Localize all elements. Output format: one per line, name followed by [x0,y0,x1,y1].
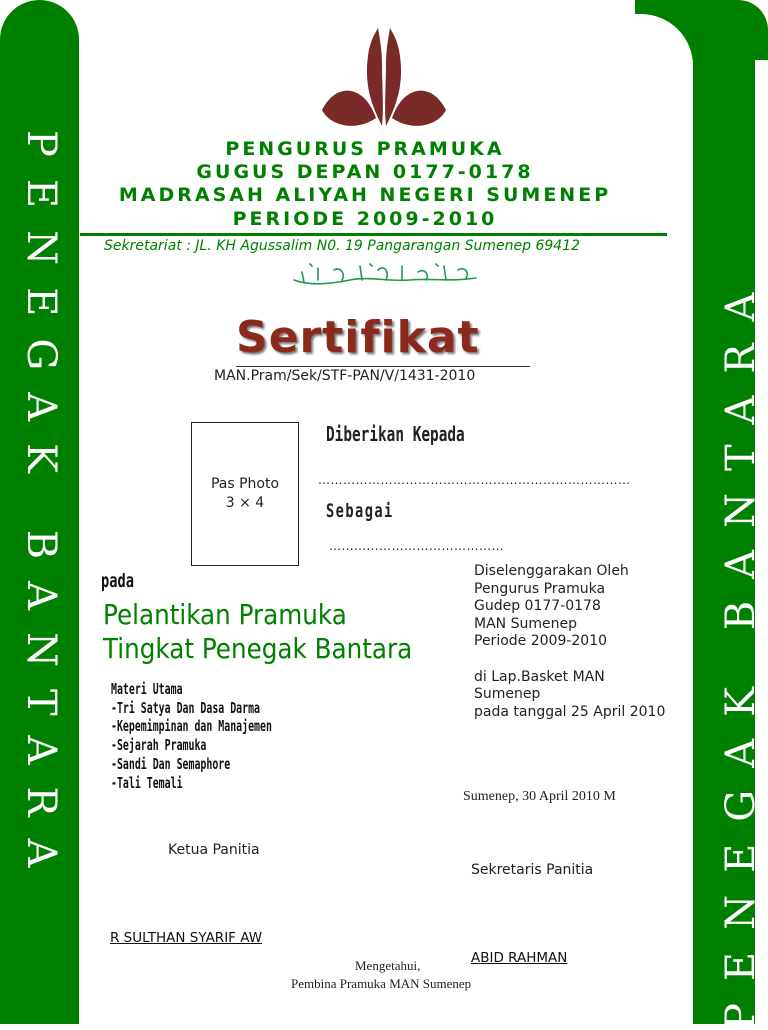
advisor-title: Pembina Pramuka MAN Sumenep [291,976,472,991]
secretary-title: Sekretaris Panitia [471,862,594,878]
place-line: Sumenep [474,686,541,703]
title-underline [236,366,530,367]
materi-item: -Tri Satya Dan Dasa Darma [111,698,261,717]
materi-item: -Tali Temali [111,773,183,792]
header-line-3: MADRASAH ALIYAH NEGERI SUMENEP [118,184,612,206]
chair-name: R SULTHAN SYARIF AW [110,930,263,946]
signing-date: Sumenep, 30 April 2010 M [463,789,616,804]
materi-item: -Kepemimpinan dan Manajemen [111,717,272,736]
as-label: Sebagai [326,500,394,522]
materi-item: -Sejarah Pramuka [111,736,207,755]
place-line: di Lap.Basket MAN [474,668,605,685]
header-line-1: PENGURUS PRAMUKA [225,138,505,160]
organizer-line: MAN Sumenep [474,615,577,632]
header-line-4: PERIODE 2009-2010 [232,208,498,230]
organizer-line: Gudep 0177-0178 [474,598,601,615]
certificate-number: MAN.Pram/Sek/STF-PAN/V/1431-2010 [214,368,476,384]
secretariat-address: Sekretariat : JL. KH Agussalim N0. 19 Pangarangan Sumenep 69412 [104,238,581,254]
organizer-line: Pengurus Pramuka [474,580,606,597]
photo-label: Pas Photo [210,476,280,492]
header-divider [80,233,667,236]
organizer-line: Diselenggarakan Oleh [474,563,629,579]
as-blank: …………………………………… [329,539,504,553]
photo-placeholder [191,422,299,566]
certificate-title: Sertifikat [236,312,480,363]
pada-label: pada [101,570,134,592]
materi-list [111,680,272,792]
photo-size: 3 × 4 [225,495,265,511]
materi-heading: Materi Utama [111,680,183,698]
secretary-name: ABID RAHMAN [471,950,568,966]
organizer-block [474,563,665,721]
chair-title: Ketua Panitia [168,842,260,858]
bismillah-calligraphy-icon [290,260,480,290]
header-line-2: GUGUS DEPAN 0177-0178 [196,161,534,183]
given-to-label: Diberikan Kepada [326,422,465,446]
event-line-2: Tingkat Penegak Bantara [103,632,413,665]
right-banner-text: PENEGAK BANTARA [718,270,764,1030]
materi-item: -Sandi Dan Semaphore [111,754,231,773]
place-line: pada tanggal 25 April 2010 [474,703,666,720]
tunas-kelapa-emblem-icon [320,26,448,130]
organizer-line: Periode 2009-2010 [474,633,608,650]
left-banner-text: PENEGAK BANTARA [18,130,64,890]
event-line-1: Pelantikan Pramuka [103,598,347,631]
given-to-blank: ………………………………………………………………… [318,473,631,487]
acknowledged-label: Mengetahui, [355,958,421,973]
